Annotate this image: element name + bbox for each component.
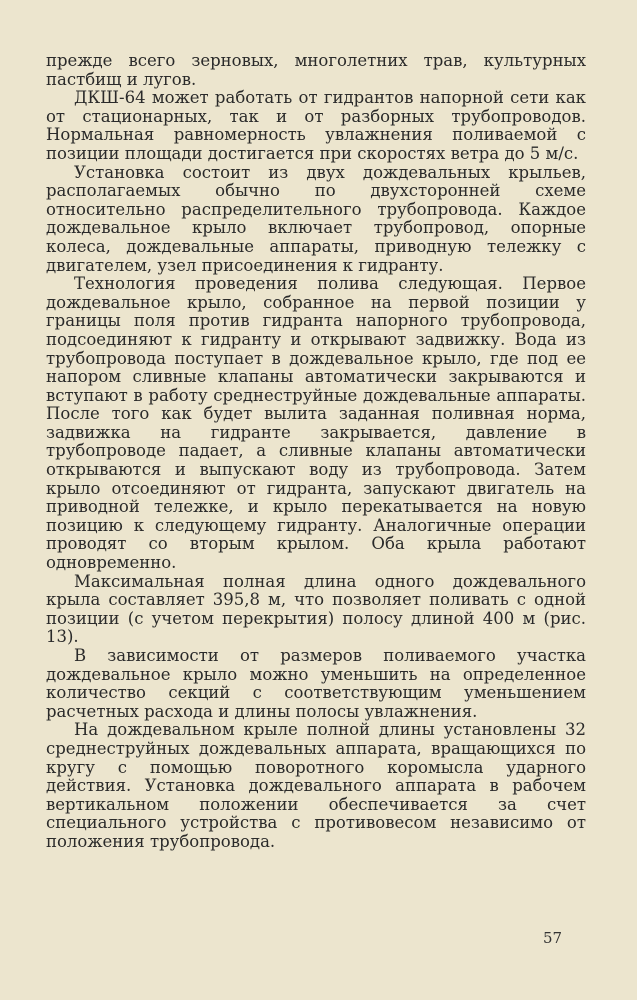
- body-text: [46, 52, 586, 852]
- paragraph: В зависимости от размеров поливаемого участка дождевальное крыло можно уменьшить на определенное количество секций с соответствующим уменьшением расчетных расхода и длины полосы увлажнения.: [46, 646, 586, 721]
- paragraph: ДКШ-64 может работать от гидрантов напорной сети как от стационарных, так и от разборных трубопроводов. Нормальная равномерность увлажнения поливаемой с позиции площади достигается при скоростях ветра до 5 м/с.: [46, 88, 586, 163]
- page-number: 57: [543, 929, 563, 947]
- paragraph: На дождевальном крыле полной длины установлены 32 среднеструйных дождевальных аппарата, вращающихся по кругу с помощью поворотного коромысла ударного действия. Установка дождевального аппарата в рабочем вертикальном положении обеспечивается за счет специального устройства с противовесом независимо от положения трубопровода.: [46, 720, 586, 851]
- paragraph: Установка состоит из двух дождевальных крыльев, располагаемых обычно по двухсторонней схеме относительно распределительного трубопровода. Каждое дождевальное крыло включает трубопровод, опорные колеса, дождевальные аппараты, приводную тележку с двигателем, узел присоединения к гидранту.: [46, 162, 586, 275]
- paragraph: Максимальная полная длина одного дождевального крыла составляет 395,8 м, что позволяет поливать с одной позиции (с учетом перекрытия) полосу длиной 400 м (рис. 13).: [46, 571, 586, 647]
- paragraph: Технология проведения полива следующая. Первое дождевальное крыло, собранное на первой позиции у границы поля против гидранта напорного трубопровода, подсоединяют к гидранту и открывают задвижку. Вода из трубопровода поступает в дождевальное крыло, где под ее напором сливные клапаны автоматически закрываются и вступают в работу среднеструйные дождевальные аппараты. После того как будет вылита заданная поливная норма, задвижка на гидранте закрывается, давление в трубопроводе падает, а сливные клапаны автоматически открываются и выпускают воду из трубопровода. Затем крыло отсоединяют от гидранта, запускают двигатель на приводной тележке, и крыло перекатывается на новую позицию к следующему гидранту. Аналогичные операции проводят со вторым крылом. Оба крыла работают одновременно.: [46, 274, 586, 573]
- paragraph: прежде всего зерновых, многолетних трав, культурных пастбищ и лугов.: [46, 51, 586, 89]
